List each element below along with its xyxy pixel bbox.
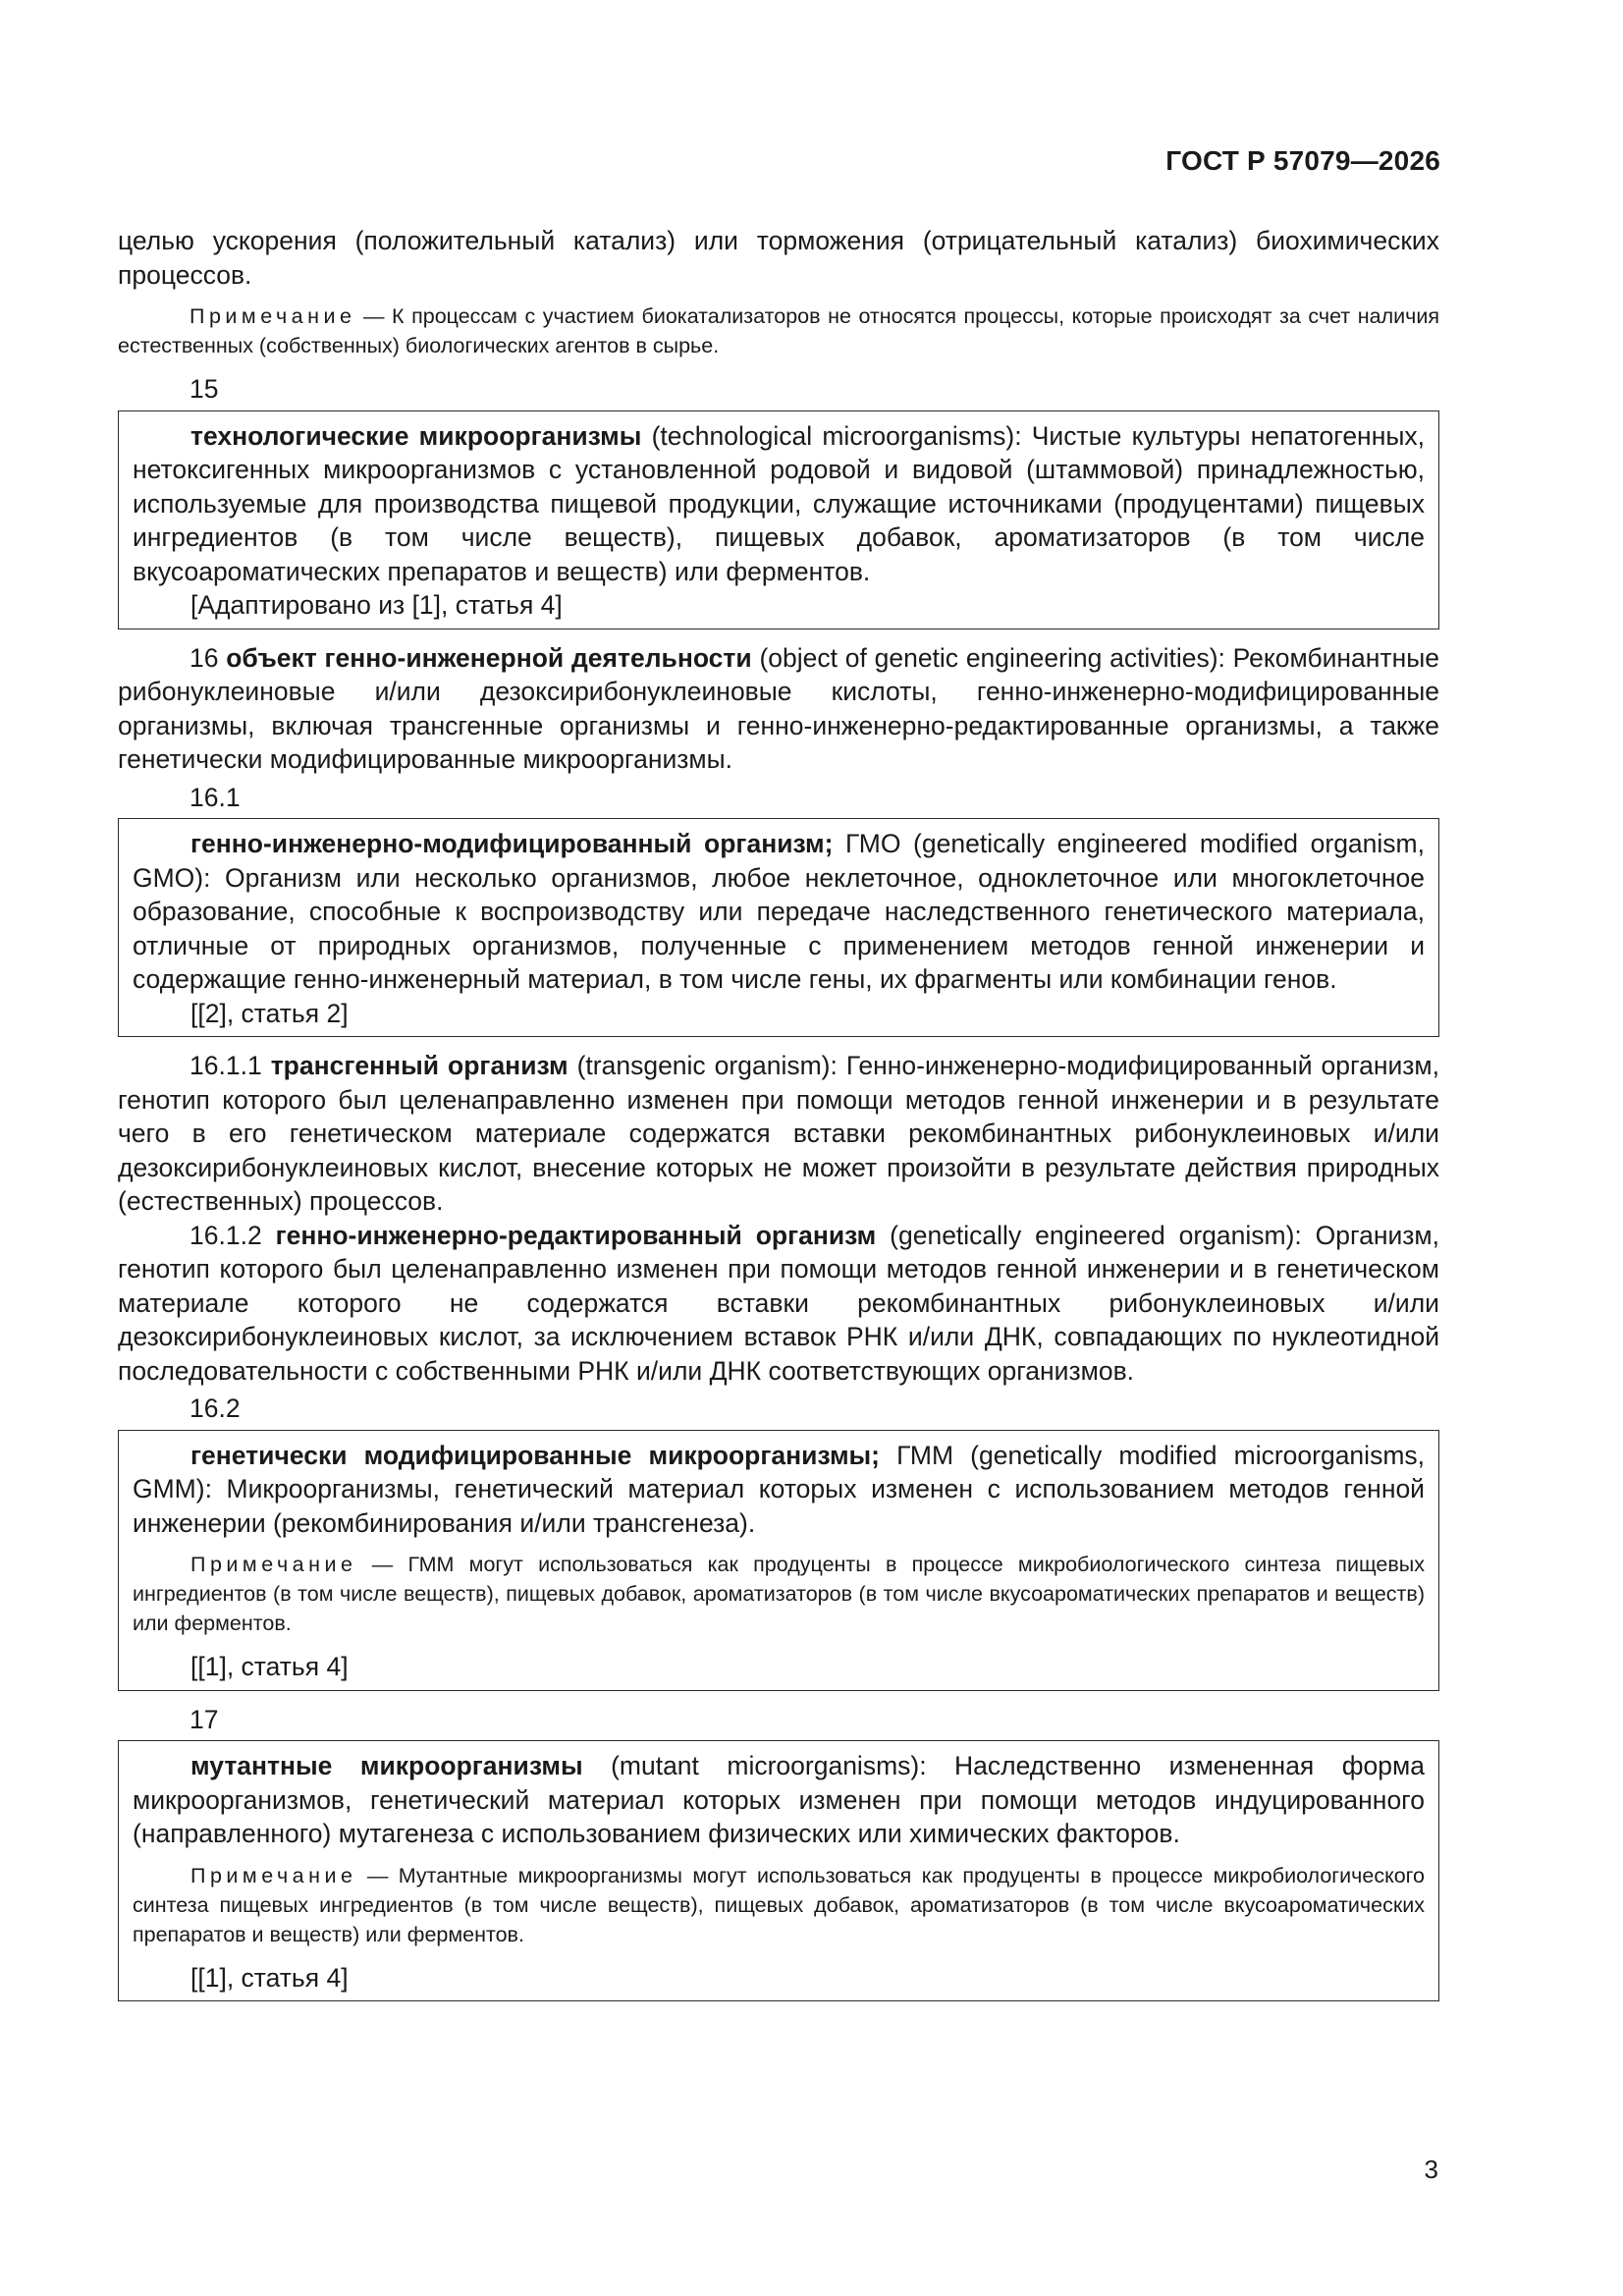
page-number: 3 bbox=[1424, 2155, 1438, 2184]
intro-paragraph: целью ускорения (положительный катализ) или торможения (отрицательный катализ) биохимических процессов. bbox=[118, 226, 1439, 290]
term-number: 16.1.2 bbox=[189, 1220, 262, 1250]
term-paragraph-16 bbox=[118, 641, 1439, 777]
definition-text: (mutant microorganisms): Наследственно измененная форма микроорганизмов, генетический материал которых изменен при помощи методов индуцированного (направленного) мутагенеза с использованием физических или химических факторов. bbox=[133, 1751, 1425, 1848]
term-number: 16.1.1 bbox=[189, 1051, 262, 1080]
note-label: Примечание bbox=[190, 1553, 357, 1576]
intro-note bbox=[118, 301, 1439, 360]
term-box-16-1 bbox=[118, 818, 1439, 1037]
term-paragraph-16-1-1 bbox=[118, 1049, 1439, 1219]
note-label: Примечание bbox=[190, 1863, 357, 1887]
note-label: Примечание bbox=[189, 304, 356, 328]
term-definition-16-1 bbox=[133, 827, 1425, 997]
definition-text: (genetically engineered organism): Организм, генотип которого был целенаправленно изменен при помощи методов генной инженерии и в генетическом материале которого не содержатся вставки рекомбинантных рибонуклеиновых и/или дезоксирибонуклеиновых кислот, за исключением вставок РНК и/или ДНК, совпадающих по нуклеотидной последовательности с собственными РНК и/или ДНК соответствующих организмов. bbox=[118, 1220, 1439, 1386]
term-paragraph-16-1-2 bbox=[118, 1219, 1439, 1389]
term-source: [Адаптировано из [1], статья 4] bbox=[190, 590, 563, 620]
note-text: — К процессам с участием биокатализаторов не относятся процессы, которые происходят за счет наличия естественных (собственных) биологических агентов в сырье. bbox=[118, 304, 1439, 357]
term-source: [[1], статья 4] bbox=[190, 1652, 349, 1681]
term-note bbox=[133, 1550, 1425, 1638]
term-name: мутантные микроорганизмы bbox=[190, 1751, 583, 1780]
term-name: генно-инженерно-модифицированный организм; bbox=[190, 829, 834, 858]
document-code: ГОСТ Р 57079—2026 bbox=[1165, 145, 1440, 176]
definition-text: ГМО (genetically engineered modified organism, GMO): Организм или несколько организмов, любое неклеточное, одноклеточное или многоклеточное образование, способные к воспроизводству или передаче наследственного генетического материала, отличные от природных организмов, полученные с применением методов генной инженерии и содержащие генно-инженерный материал, в том числе гены, их фрагменты или комбинации генов. bbox=[133, 829, 1425, 994]
definition-text: (technological microorganisms): Чистые культуры непатогенных, нетоксигенных микроорганизмов с установленной родовой и видовой (штаммовой) принадлежностью, используемые для производства пищевой продукции, служащие источниками (продуцентами) пищевых ингредиентов (в том числе веществ), пищевых добавок, ароматизаторов (в том числе вкусоароматических препаратов и веществ) или ферментов. bbox=[133, 420, 1425, 586]
definition-text: (object of genetic engineering activities): Рекомбинантные рибонуклеиновые и/или дезоксирибонуклеиновые кислоты, генно-инженерно-модифицированные организмы, включая трансгенные организмы и генно-инженерно-редактированные организмы, а также генетически модифицированные микроорганизмы. bbox=[118, 642, 1439, 774]
term-box-17 bbox=[118, 1740, 1439, 2001]
term-source: [[2], статья 2] bbox=[190, 998, 349, 1028]
page-content bbox=[118, 224, 1439, 2013]
term-note bbox=[133, 1861, 1425, 1949]
note-text: — ГММ могут использоваться как продуценты в процессе микробиологического синтеза пищевых ингредиентов (в том числе веществ), пищевых добавок, ароматизаторов (в том числе вкусоароматических препаратов и веществ) или ферментов. bbox=[133, 1553, 1425, 1635]
term-number: 16 bbox=[189, 642, 219, 673]
term-number-16-2: 16.2 bbox=[189, 1394, 241, 1423]
note-text: — Мутантные микроорганизмы могут использоваться как продуценты в процессе микробиологического синтеза пищевых ингредиентов (в том числе веществ), пищевых добавок, ароматизаторов (в том числе вкусоароматических препаратов и веществ) или ферментов. bbox=[133, 1863, 1425, 1946]
term-source: [[1], статья 4] bbox=[190, 1962, 349, 1993]
term-definition-15 bbox=[133, 419, 1425, 589]
definition-text: ГММ (genetically modified microorganisms, GMM): Микроорганизмы, генетический материал которых изменен с использованием методов генной инженерии (рекомбинирования и/или трансгенеза). bbox=[133, 1440, 1425, 1538]
term-number-16-1: 16.1 bbox=[189, 782, 241, 812]
term-definition-17 bbox=[133, 1749, 1425, 1851]
term-box-15 bbox=[118, 410, 1439, 629]
term-name: технологические микроорганизмы bbox=[190, 420, 642, 451]
term-name: трансгенный организм bbox=[270, 1051, 568, 1080]
term-name: генно-инженерно-редактированный организм bbox=[275, 1220, 877, 1250]
term-number-17: 17 bbox=[189, 1704, 219, 1734]
term-definition-16-2 bbox=[133, 1439, 1425, 1541]
term-name: генетически модифицированные микроорганизмы; bbox=[190, 1440, 881, 1470]
term-box-16-2 bbox=[118, 1430, 1439, 1691]
term-name: объект генно-инженерной деятельности bbox=[226, 642, 752, 673]
definition-text: (transgenic organism): Генно-инженерно-модифицированный организм, генотип которого был целенаправленно изменен при помощи методов генной инженерии и в результате чего в его генетическом материале содержатся вставки рекомбинантных рибонуклеиновых и/или дезоксирибонуклеиновых кислот, внесение которых не может произойти в результате действия природных (естественных) процессов. bbox=[118, 1051, 1439, 1216]
term-number-15: 15 bbox=[189, 374, 219, 404]
